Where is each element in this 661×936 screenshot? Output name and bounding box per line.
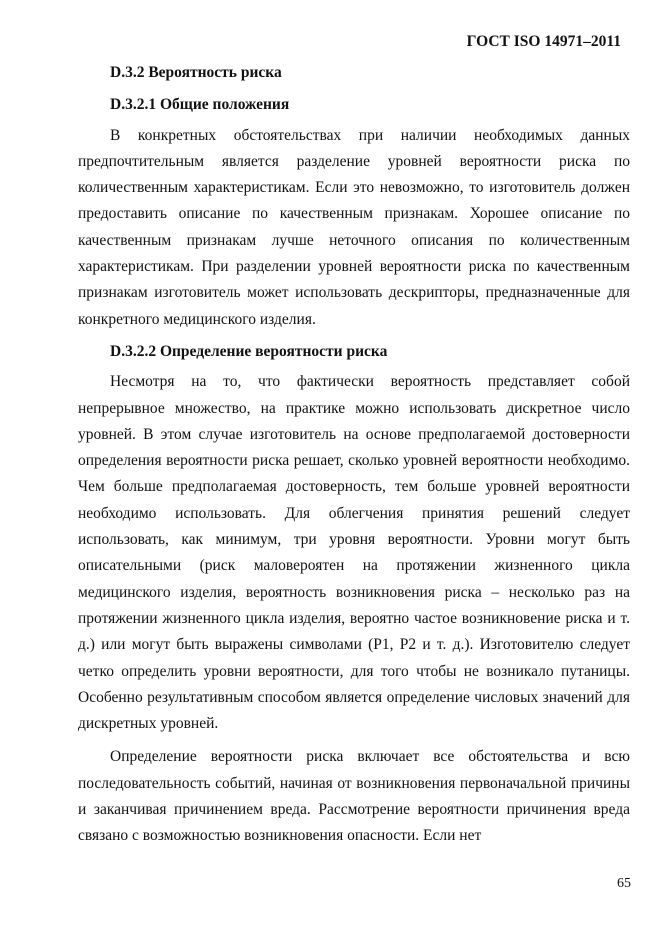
document-body (78, 60, 630, 850)
section-title-d32: D.3.2 Вероятность риска (110, 64, 282, 81)
section-title-d321: D.3.2.1 Общие положения (110, 96, 290, 114)
section-title-d322: D.3.2.2 Определение вероятности риска (110, 342, 388, 360)
standard-code-header: ГОСТ ISO 14971–2011 (466, 33, 621, 50)
paragraph-general-provisions: В конкретных обстоятельствах при наличии необходимых данных предпочтительным является разделение уровней вероятности риска по количественным характеристикам. Если это невозможно, то изготовитель должен предоставить описание по качественным признакам. Хорошее описание по качественным признакам лучше неточного описания по количественным характеристикам. При разделении уровней вероятности риска по качественным признакам изготовитель может использовать дескрипторы, предназначенные для конкретного медицинского изделия. (78, 126, 630, 328)
page-number: 65 (617, 876, 631, 891)
paragraph-risk-probability-levels: Несмотря на то, что фактически вероятность представляет собой непрерывное множество, на практике можно использовать дискретное число уровней. В этом случае изготовитель на основе предполагаемой достоверности определения вероятности риска решает, сколько уровней вероятности необходимо. Чем больше предполагаемая достоверность, тем больше уровней вероятности необходимо использовать. Для облегчения принятия решений следует использовать, как минимум, три уровня вероятности. Уровни могут быть описательными (риск маловероятен на протяжении жизненного цикла медицинского изделия, вероятность возникновения риска – несколько раз на протяжении жизненного цикла изделия, вероятно частое возникновение риска и т. д.) или могут быть выражены символами (P1, P2 и т. д.). Изготовителю следует четко определить уровни вероятности, для того чтобы не возникало путаницы. Особенно результативным способом является определение числовых значений для дискретных уровней. (78, 373, 630, 733)
paragraph-risk-probability-events: Определение вероятности риска включает все обстоятельства и всю последовательность событий, начиная от возникновения первоначальной причины и заканчивая причинением вреда. Рассмотрение вероятности причинения вреда связано с возможностью возникновения опасности. Если нет (78, 748, 630, 845)
